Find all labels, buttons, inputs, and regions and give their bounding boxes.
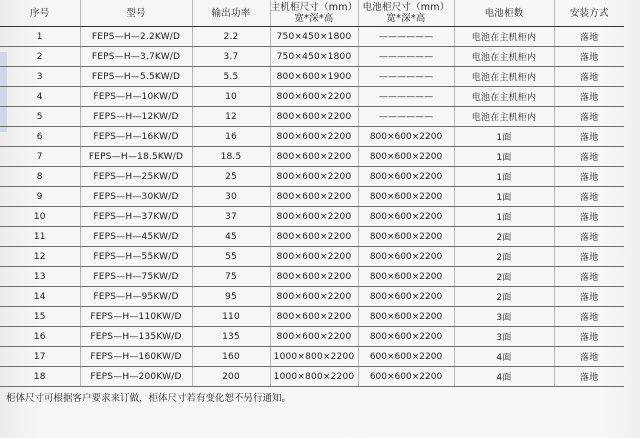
- cell-no: 18: [0, 367, 80, 387]
- cell-install: 落地: [554, 287, 624, 307]
- cell-install: 落地: [554, 127, 624, 147]
- table-row: [0, 107, 624, 127]
- cell-batt-size: 600×600×2200: [358, 367, 454, 387]
- table-row: [0, 227, 624, 247]
- cell-main-size: 1000×800×2200: [270, 367, 358, 387]
- table-row: [0, 367, 624, 387]
- table-row: [0, 147, 624, 167]
- cell-model: FEPS—H—95KW/D: [80, 287, 192, 307]
- cell-batt-size: 800×600×2200: [358, 207, 454, 227]
- cell-model: FEPS—H—30KW/D: [80, 187, 192, 207]
- cell-install: 落地: [554, 307, 624, 327]
- cell-main-size: 800×600×2200: [270, 167, 358, 187]
- cell-model: FEPS—H—200KW/D: [80, 367, 192, 387]
- cell-install: 落地: [554, 167, 624, 187]
- cell-model: FEPS—H—160KW/D: [80, 347, 192, 367]
- table-body: [0, 27, 624, 387]
- cell-main-size: 800×600×2200: [270, 207, 358, 227]
- cell-no: 1: [0, 27, 80, 47]
- cell-model: FEPS—H—135KW/D: [80, 327, 192, 347]
- cell-batt-size: 800×600×2200: [358, 267, 454, 287]
- cell-batt-count: 电池在主机柜内: [454, 67, 554, 87]
- cell-batt-size: ——————: [358, 87, 454, 107]
- cell-batt-count: 2面: [454, 227, 554, 247]
- cell-no: 11: [0, 227, 80, 247]
- cell-power: 110: [192, 307, 270, 327]
- table-row: [0, 67, 624, 87]
- cell-install: 落地: [554, 367, 624, 387]
- cell-model: FEPS—H—5.5KW/D: [80, 67, 192, 87]
- cell-no: 5: [0, 107, 80, 127]
- cell-batt-size: 600×600×2200: [358, 347, 454, 367]
- cell-batt-size: 800×600×2200: [358, 327, 454, 347]
- cell-main-size: 800×600×2200: [270, 147, 358, 167]
- cell-main-size: 750×450×1800: [270, 27, 358, 47]
- cell-batt-count: 1面: [454, 127, 554, 147]
- table-row: [0, 307, 624, 327]
- table-row: [0, 347, 624, 367]
- cell-batt-count: 3面: [454, 307, 554, 327]
- cell-batt-count: 1面: [454, 207, 554, 227]
- cell-power: 55: [192, 247, 270, 267]
- header-batt-size-line1: 电池柜尺寸（mm）: [362, 2, 450, 13]
- cell-no: 16: [0, 327, 80, 347]
- cell-batt-size: 800×600×2200: [358, 187, 454, 207]
- cell-main-size: 800×600×2200: [270, 307, 358, 327]
- cell-install: 落地: [554, 27, 624, 47]
- cell-batt-count: 1面: [454, 187, 554, 207]
- cell-install: 落地: [554, 347, 624, 367]
- cell-power: 200: [192, 367, 270, 387]
- header-batt-size: [358, 0, 454, 27]
- cell-power: 25: [192, 167, 270, 187]
- table-header-row: [0, 0, 624, 27]
- cell-model: FEPS—H—37KW/D: [80, 207, 192, 227]
- cell-batt-count: 电池在主机柜内: [454, 27, 554, 47]
- cell-no: 6: [0, 127, 80, 147]
- cell-model: FEPS—H—16KW/D: [80, 127, 192, 147]
- cell-batt-size: ——————: [358, 27, 454, 47]
- cell-model: FEPS—H—45KW/D: [80, 227, 192, 247]
- cell-install: 落地: [554, 247, 624, 267]
- cell-batt-count: 4面: [454, 367, 554, 387]
- cell-model: FEPS—H—3.7KW/D: [80, 47, 192, 67]
- cell-no: 13: [0, 267, 80, 287]
- cell-main-size: 800×600×2200: [270, 227, 358, 247]
- header-main-size-line2: 宽*深*高: [294, 13, 334, 24]
- cell-no: 15: [0, 307, 80, 327]
- cell-model: FEPS—H—55KW/D: [80, 247, 192, 267]
- table-row: [0, 47, 624, 67]
- header-batt-count: 电池柜数: [454, 0, 554, 27]
- cell-model: FEPS—H—12KW/D: [80, 107, 192, 127]
- cell-no: 9: [0, 187, 80, 207]
- footnote: 柜体尺寸可根据客户要求来订做，柜体尺寸若有变化恕不另行通知。: [6, 393, 292, 404]
- cell-model: FEPS—H—75KW/D: [80, 267, 192, 287]
- table-row: [0, 87, 624, 107]
- cell-model: FEPS—H—110KW/D: [80, 307, 192, 327]
- cell-main-size: 800×600×2200: [270, 287, 358, 307]
- cell-power: 37: [192, 207, 270, 227]
- header-install: 安装方式: [554, 0, 624, 27]
- table-row: [0, 187, 624, 207]
- cell-batt-size: ——————: [358, 67, 454, 87]
- cell-no: 12: [0, 247, 80, 267]
- cell-power: 5.5: [192, 67, 270, 87]
- header-no: 序号: [0, 0, 80, 27]
- cell-batt-size: 800×600×2200: [358, 127, 454, 147]
- cell-no: 3: [0, 67, 80, 87]
- cell-main-size: 800×600×2200: [270, 267, 358, 287]
- cell-batt-count: 电池在主机柜内: [454, 47, 554, 67]
- cell-main-size: 1000×800×2200: [270, 347, 358, 367]
- cell-no: 8: [0, 167, 80, 187]
- cell-no: 4: [0, 87, 80, 107]
- cell-install: 落地: [554, 147, 624, 167]
- cell-batt-count: 2面: [454, 247, 554, 267]
- cell-main-size: 800×600×1900: [270, 67, 358, 87]
- header-power: 输出功率: [192, 0, 270, 27]
- cell-main-size: 800×600×2200: [270, 247, 358, 267]
- cell-power: 10: [192, 87, 270, 107]
- cell-batt-size: ——————: [358, 47, 454, 67]
- cell-model: FEPS—H—2.2KW/D: [80, 27, 192, 47]
- table-row: [0, 127, 624, 147]
- table-row: [0, 247, 624, 267]
- cell-model: FEPS—H—18.5KW/D: [80, 147, 192, 167]
- header-batt-size-line2: 宽*深*高: [386, 13, 426, 24]
- cell-power: 45: [192, 227, 270, 247]
- cell-main-size: 800×600×2200: [270, 107, 358, 127]
- cell-install: 落地: [554, 227, 624, 247]
- cell-install: 落地: [554, 47, 624, 67]
- cell-power: 16: [192, 127, 270, 147]
- cell-main-size: 800×600×2200: [270, 187, 358, 207]
- cell-batt-size: 800×600×2200: [358, 147, 454, 167]
- cell-no: 14: [0, 287, 80, 307]
- cell-batt-count: 4面: [454, 347, 554, 367]
- cell-no: 17: [0, 347, 80, 367]
- cell-power: 3.7: [192, 47, 270, 67]
- cell-batt-count: 3面: [454, 327, 554, 347]
- cell-batt-count: 电池在主机柜内: [454, 87, 554, 107]
- cell-install: 落地: [554, 327, 624, 347]
- cell-model: FEPS—H—25KW/D: [80, 167, 192, 187]
- cell-no: 7: [0, 147, 80, 167]
- cell-main-size: 800×600×2200: [270, 87, 358, 107]
- cell-batt-count: 1面: [454, 147, 554, 167]
- table-row: [0, 327, 624, 347]
- header-main-size-line1: 主机柜尺寸（mm）: [270, 2, 358, 13]
- cell-main-size: 800×600×2200: [270, 127, 358, 147]
- cell-batt-count: 2面: [454, 267, 554, 287]
- cell-batt-size: 800×600×2200: [358, 307, 454, 327]
- cell-batt-count: 2面: [454, 287, 554, 307]
- cell-power: 135: [192, 327, 270, 347]
- cell-power: 18.5: [192, 147, 270, 167]
- cell-batt-size: 800×600×2200: [358, 287, 454, 307]
- cell-no: 2: [0, 47, 80, 67]
- cell-install: 落地: [554, 87, 624, 107]
- cell-batt-size: 800×600×2200: [358, 167, 454, 187]
- cell-power: 75: [192, 267, 270, 287]
- cell-install: 落地: [554, 207, 624, 227]
- cell-model: FEPS—H—10KW/D: [80, 87, 192, 107]
- cell-main-size: 800×600×2200: [270, 327, 358, 347]
- cell-no: 10: [0, 207, 80, 227]
- table-row: [0, 287, 624, 307]
- table-row: [0, 267, 624, 287]
- cell-power: 2.2: [192, 27, 270, 47]
- cell-power: 160: [192, 347, 270, 367]
- header-model: 型号: [80, 0, 192, 27]
- cell-power: 95: [192, 287, 270, 307]
- cell-power: 12: [192, 107, 270, 127]
- cell-install: 落地: [554, 107, 624, 127]
- cell-batt-count: 1面: [454, 167, 554, 187]
- cell-batt-size: 800×600×2200: [358, 247, 454, 267]
- cell-main-size: 750×450×1800: [270, 47, 358, 67]
- cell-install: 落地: [554, 267, 624, 287]
- cell-batt-size: 800×600×2200: [358, 227, 454, 247]
- cell-install: 落地: [554, 187, 624, 207]
- cell-install: 落地: [554, 67, 624, 87]
- header-main-size: [270, 0, 358, 27]
- cell-batt-count: 电池在主机柜内: [454, 107, 554, 127]
- table-row: [0, 27, 624, 47]
- cell-power: 30: [192, 187, 270, 207]
- table-row: [0, 167, 624, 187]
- table-row: [0, 207, 624, 227]
- cell-batt-size: ——————: [358, 107, 454, 127]
